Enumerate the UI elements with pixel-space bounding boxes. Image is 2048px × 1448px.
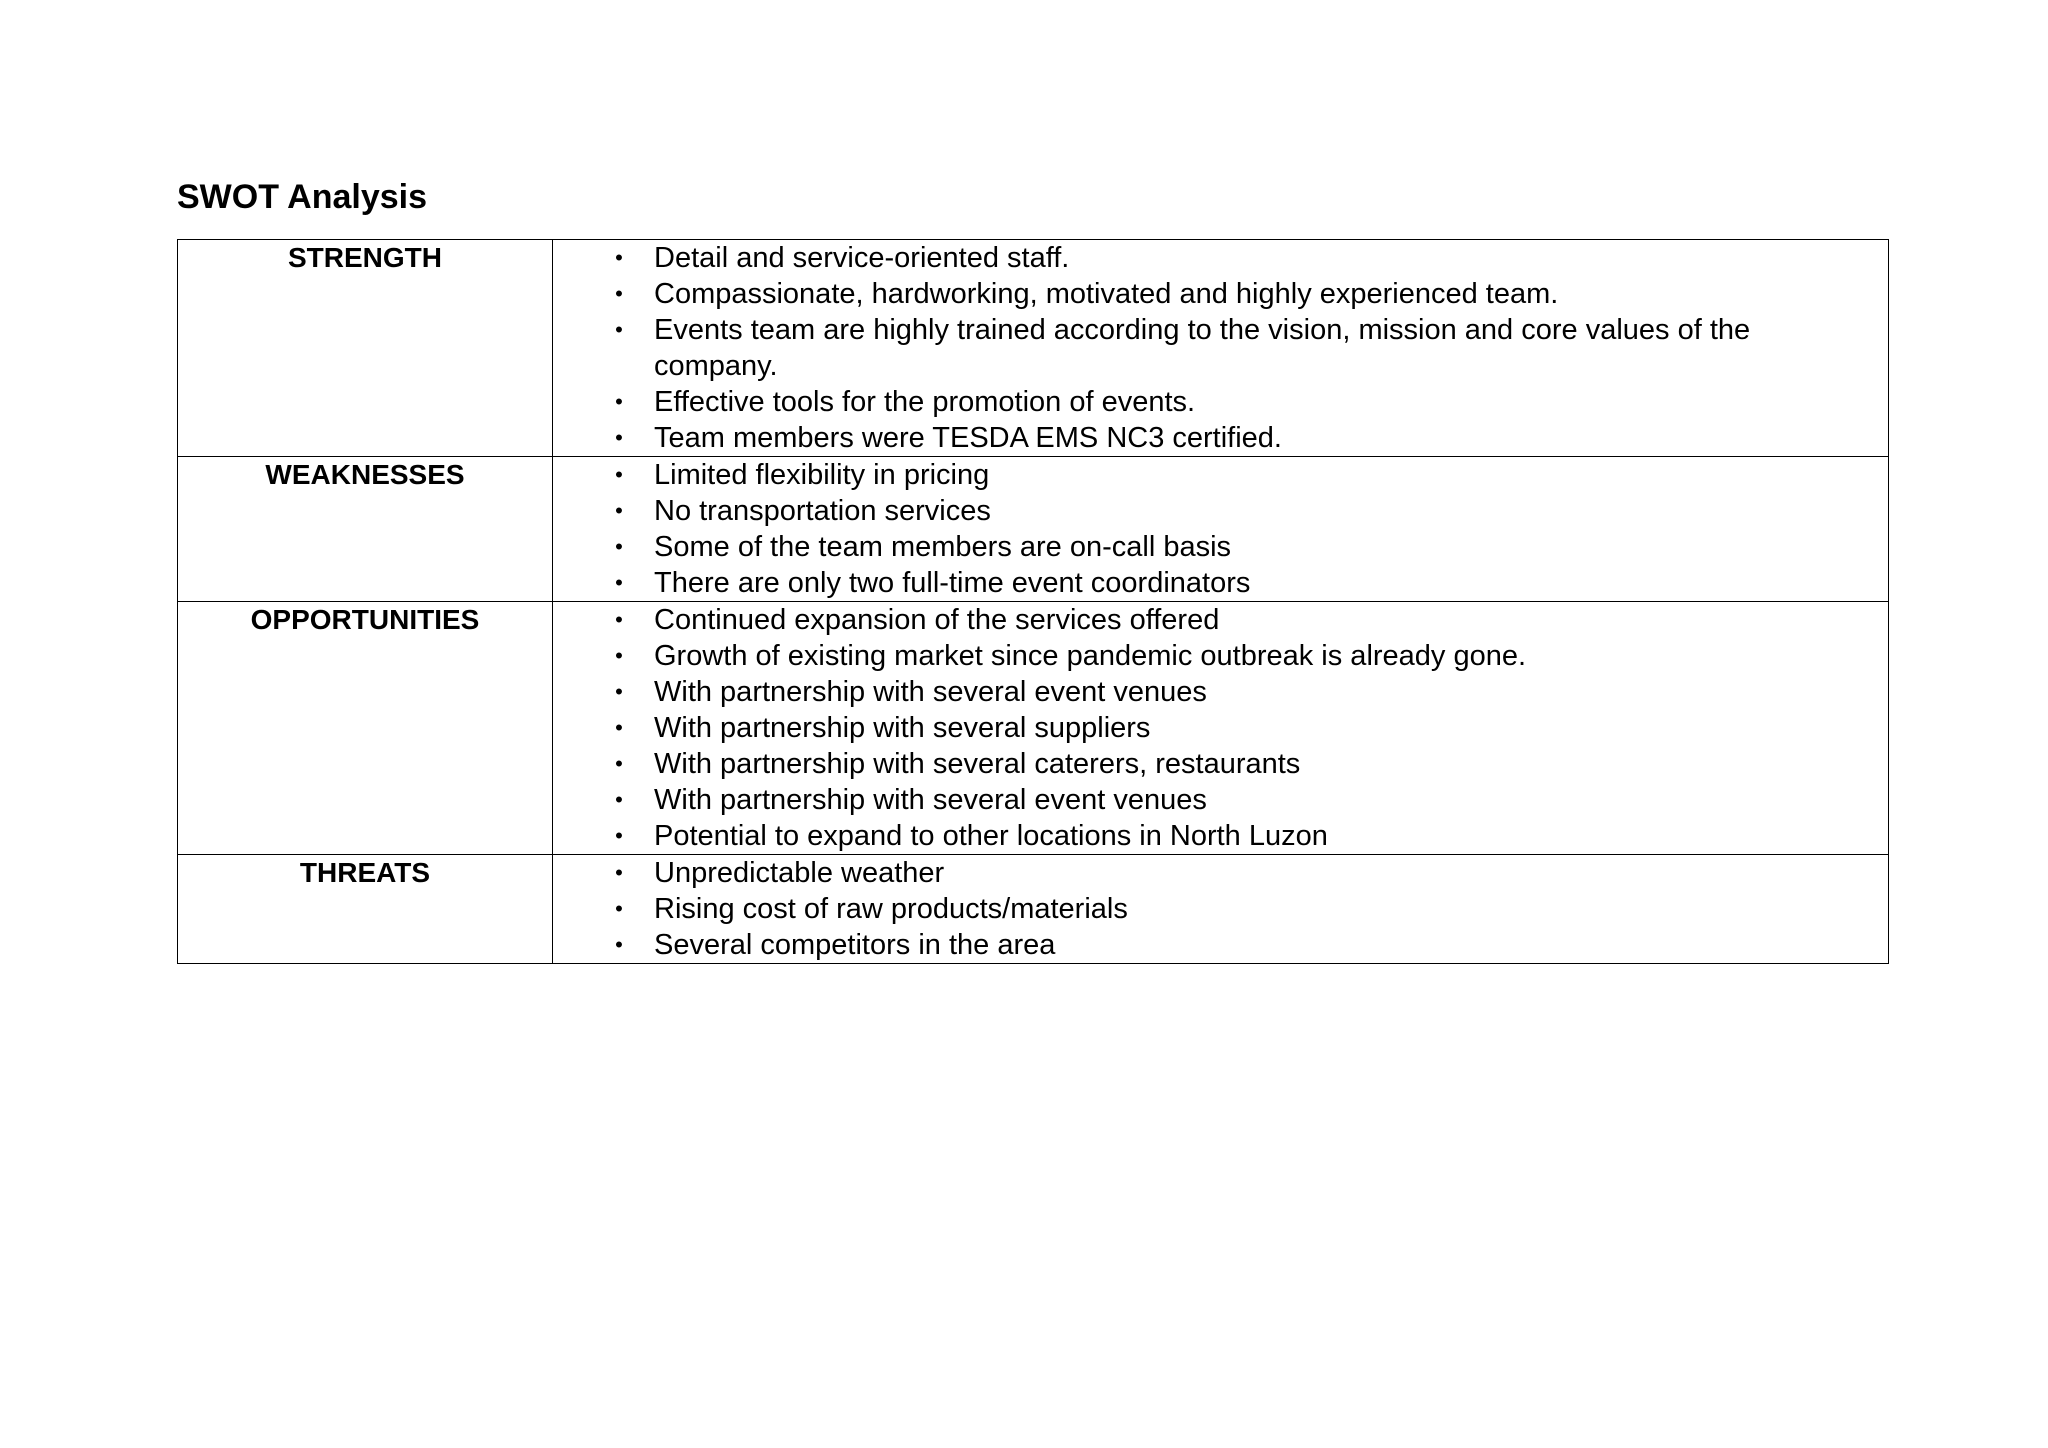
opportunities-list (553, 602, 1888, 854)
list-item-text: Effective tools for the promotion of events. (654, 386, 1196, 418)
bullet-icon: • (615, 534, 623, 559)
swot-row-threats (178, 855, 1889, 964)
bullet-icon: • (615, 607, 623, 632)
list-item (553, 529, 1888, 565)
bullet-icon: • (615, 751, 623, 776)
page-title: SWOT Analysis (177, 178, 428, 216)
list-item-text: Detail and service-oriented staff. (654, 242, 1070, 274)
list-item (553, 420, 1888, 456)
list-item (553, 384, 1888, 420)
list-item-text: With partnership with several event venues (654, 676, 1207, 708)
list-item (553, 638, 1888, 674)
list-item (553, 457, 1888, 493)
list-item (553, 602, 1888, 638)
list-item-text: With partnership with several caterers, restaurants (654, 748, 1301, 780)
list-item (553, 855, 1888, 891)
bullet-icon: • (615, 860, 623, 885)
list-item-text: Events team are highly trained according to the vision, mission and core values of the company. (654, 314, 1751, 382)
bullet-icon: • (615, 787, 623, 812)
list-item-text: Team members were TESDA EMS NC3 certified. (654, 422, 1282, 454)
bullet-icon: • (615, 823, 623, 848)
bullet-icon: • (615, 462, 623, 487)
list-item-text: Compassionate, hardworking, motivated and highly experienced team. (654, 278, 1559, 310)
bullet-icon: • (615, 389, 623, 414)
list-item-text: With partnership with several suppliers (654, 712, 1151, 744)
strength-label: STRENGTH (178, 240, 553, 457)
swot-row-weaknesses (178, 457, 1889, 602)
threats-items (553, 855, 1889, 964)
swot-row-opportunities (178, 602, 1889, 855)
threats-label: THREATS (178, 855, 553, 964)
list-item-text: Some of the team members are on-call basis (654, 531, 1232, 563)
swot-table (177, 239, 1889, 964)
list-item-text: There are only two full-time event coordinators (654, 567, 1251, 599)
list-item-text: With partnership with several event venues (654, 784, 1207, 816)
weaknesses-list (553, 457, 1888, 601)
list-item (553, 927, 1888, 963)
bullet-icon: • (615, 425, 623, 450)
list-item-text: Potential to expand to other locations in North Luzon (654, 820, 1328, 852)
list-item-text: Several competitors in the area (654, 929, 1056, 961)
bullet-icon: • (615, 643, 623, 668)
bullet-icon: • (615, 679, 623, 704)
list-item (553, 818, 1888, 854)
list-item (553, 710, 1888, 746)
bullet-icon: • (615, 570, 623, 595)
bullet-icon: • (615, 715, 623, 740)
strength-list (553, 240, 1888, 456)
list-item-text: Continued expansion of the services offered (654, 604, 1220, 636)
list-item (553, 565, 1888, 601)
list-item (553, 493, 1888, 529)
bullet-icon: • (615, 896, 623, 921)
opportunities-items (553, 602, 1889, 855)
bullet-icon: • (615, 317, 623, 342)
list-item (553, 674, 1888, 710)
bullet-icon: • (615, 245, 623, 270)
list-item (553, 746, 1888, 782)
list-item (553, 276, 1888, 312)
weaknesses-label: WEAKNESSES (178, 457, 553, 602)
list-item-text: Rising cost of raw products/materials (654, 893, 1128, 925)
bullet-icon: • (615, 281, 623, 306)
list-item-text: No transportation services (654, 495, 991, 527)
weaknesses-items (553, 457, 1889, 602)
list-item (553, 312, 1888, 384)
threats-list (553, 855, 1888, 963)
list-item-text: Limited flexibility in pricing (654, 459, 990, 491)
bullet-icon: • (615, 498, 623, 523)
list-item-text: Unpredictable weather (654, 857, 945, 889)
opportunities-label: OPPORTUNITIES (178, 602, 553, 855)
list-item (553, 240, 1888, 276)
list-item-text: Growth of existing market since pandemic outbreak is already gone. (654, 640, 1527, 672)
swot-row-strength (178, 240, 1889, 457)
strength-items (553, 240, 1889, 457)
bullet-icon: • (615, 932, 623, 957)
list-item (553, 891, 1888, 927)
list-item (553, 782, 1888, 818)
